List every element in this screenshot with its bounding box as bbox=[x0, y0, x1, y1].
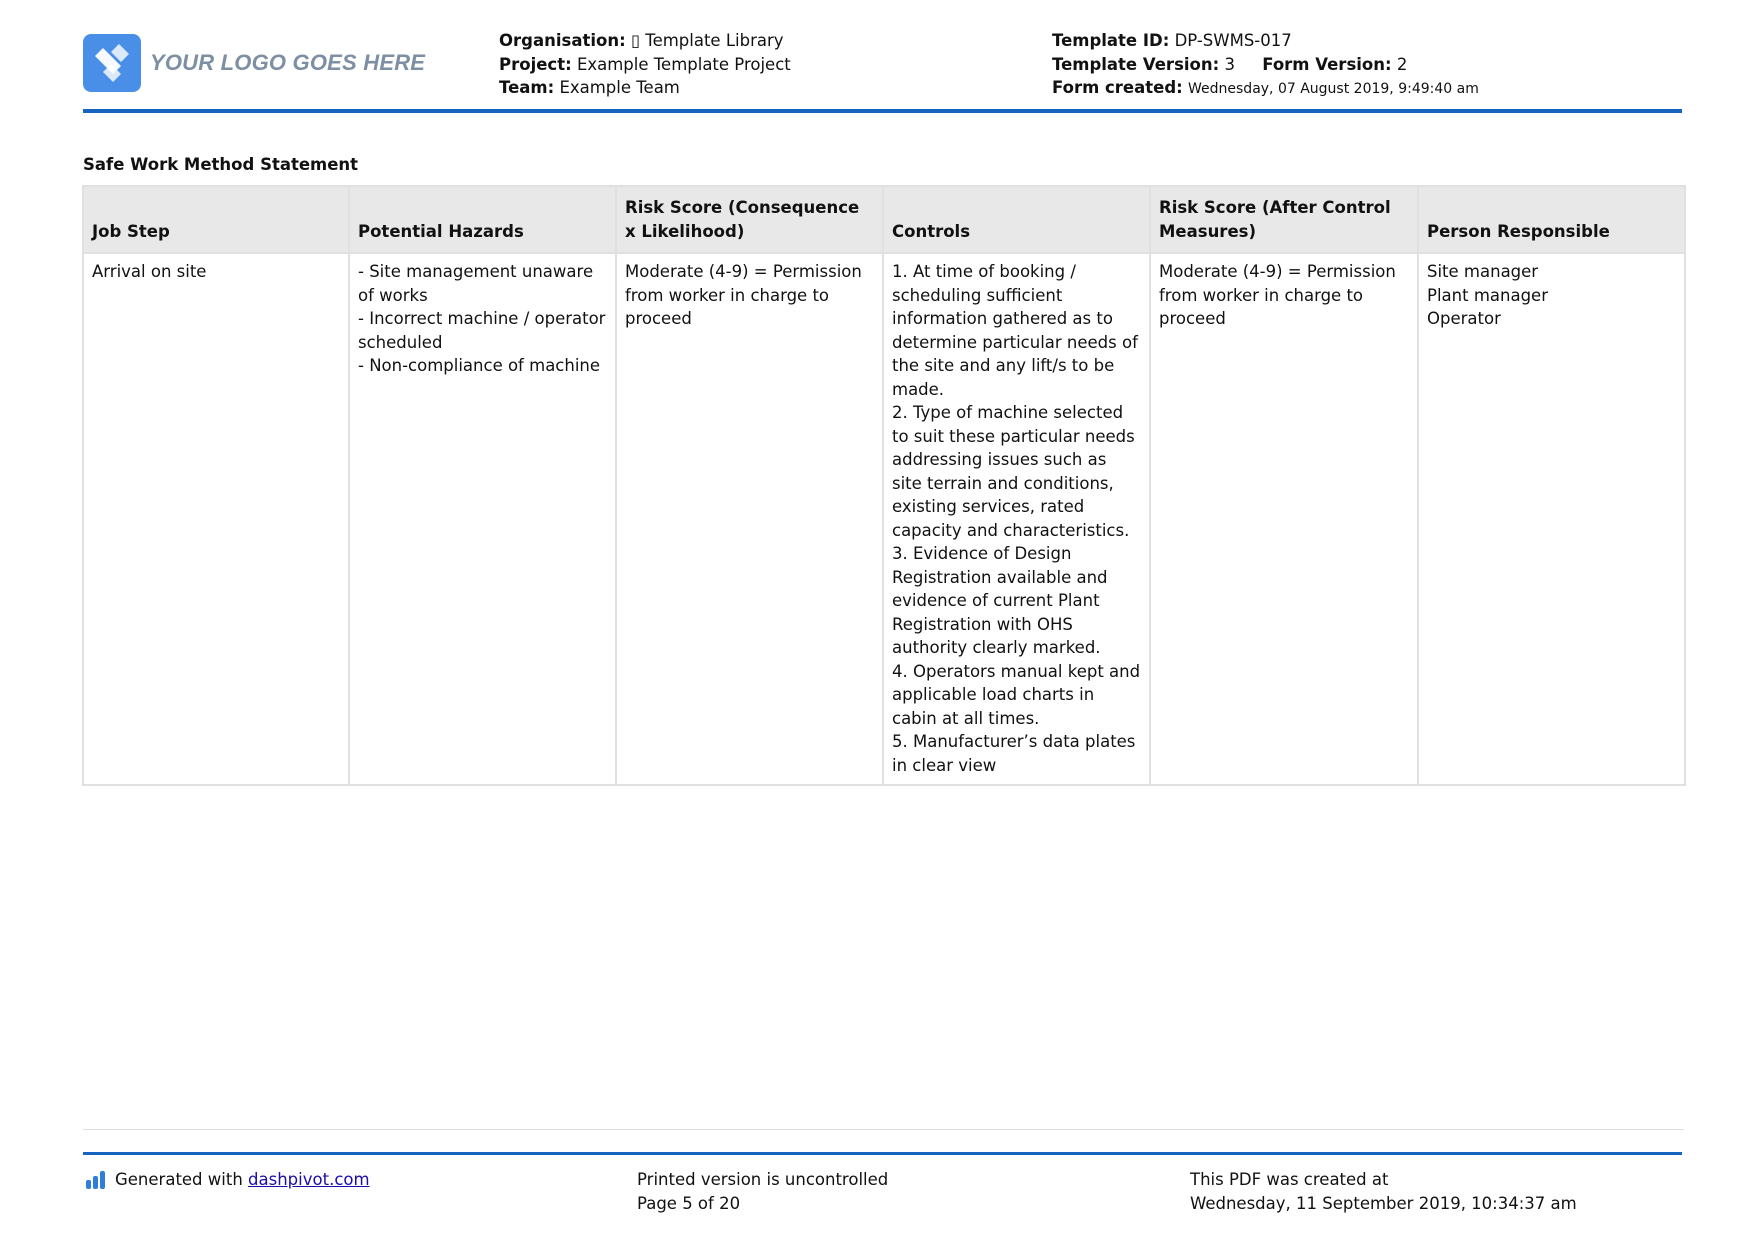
hazard-item: - Incorrect machine / operator scheduled bbox=[358, 309, 606, 352]
uncontrolled-notice: Printed version is uncontrolled bbox=[637, 1170, 889, 1189]
col-header-potential-hazards: Potential Hazards bbox=[349, 186, 616, 253]
header-meta-left bbox=[499, 29, 791, 100]
template-version-value: 3 bbox=[1224, 54, 1235, 74]
control-item: 1. At time of booking / scheduling sufficient information gathered as to determine particular needs of the site and any lift/s to be made. bbox=[892, 262, 1138, 399]
person-item: Operator bbox=[1427, 309, 1501, 328]
pdf-created-label: This PDF was created at bbox=[1190, 1170, 1389, 1189]
form-version-label: Form Version: bbox=[1262, 54, 1392, 74]
project-line bbox=[499, 53, 791, 77]
page-header bbox=[83, 0, 1682, 113]
version-line bbox=[1052, 53, 1479, 77]
control-item: 4. Operators manual kept and applicable load charts in cabin at all times. bbox=[892, 661, 1141, 728]
cell-hazards bbox=[349, 253, 616, 785]
cell-controls bbox=[883, 253, 1150, 785]
control-item: 5. Manufacturer’s data plates in clear view bbox=[892, 732, 1136, 775]
person-item: Plant manager bbox=[1427, 285, 1548, 305]
dashpivot-bars-icon bbox=[86, 1171, 107, 1189]
template-id-line bbox=[1052, 29, 1479, 53]
footer-right bbox=[1190, 1168, 1577, 1215]
footer-divider bbox=[83, 1152, 1682, 1155]
organisation-value: Template Library bbox=[645, 31, 784, 50]
section-title: Safe Work Method Statement bbox=[83, 155, 359, 174]
swms-table bbox=[82, 185, 1686, 786]
form-created-value: Wednesday, 07 August 2019, 9:49:40 am bbox=[1188, 81, 1479, 97]
organisation-line bbox=[499, 29, 791, 53]
form-version-value: 2 bbox=[1396, 54, 1408, 74]
logo-mark-icon bbox=[83, 34, 141, 92]
cell-person-responsible bbox=[1418, 253, 1685, 785]
cell-risk-after: Moderate (4-9) = Permission from worker in charge to proceed bbox=[1150, 253, 1418, 785]
hazard-item: - Non-compliance of machine bbox=[358, 356, 601, 375]
team-line bbox=[499, 76, 791, 100]
footer-generated bbox=[86, 1168, 370, 1192]
template-version-label: Template Version: bbox=[1052, 54, 1220, 74]
project-value: Example Template Project bbox=[576, 54, 791, 74]
table-row bbox=[83, 253, 1685, 785]
team-label: Team: bbox=[499, 78, 555, 97]
template-id-label: Template ID: bbox=[1052, 31, 1170, 50]
col-header-job-step: Job Step bbox=[83, 186, 349, 253]
project-label: Project: bbox=[499, 54, 572, 74]
table-header-row bbox=[83, 186, 1685, 253]
form-created-line bbox=[1052, 76, 1479, 102]
col-header-person-responsible: Person Responsible bbox=[1418, 186, 1685, 253]
hazard-item: - Site management unaware of works bbox=[358, 262, 594, 305]
company-logo bbox=[83, 34, 425, 92]
logo-text: YOUR LOGO GOES HERE bbox=[150, 50, 426, 75]
control-item: 2. Type of machine selected to suit these particular needs addressing issues such as site terrain and conditions, existing services, rated capacity and characteristics. bbox=[892, 403, 1135, 540]
col-header-risk-after: Risk Score (After Control Measures) bbox=[1150, 186, 1418, 253]
header-meta-right bbox=[1052, 29, 1479, 102]
person-item: Site manager bbox=[1427, 262, 1539, 281]
team-value: Example Team bbox=[559, 78, 680, 97]
control-item: 3. Evidence of Design Registration available and evidence of current Plant Registration with OHS authority clearly marked. bbox=[892, 544, 1108, 657]
col-header-risk-score: Risk Score (Consequence x Likelihood) bbox=[616, 186, 883, 253]
footer-thin-divider bbox=[83, 1129, 1684, 1130]
organisation-icon: ▯ bbox=[630, 31, 641, 50]
cell-job-step: Arrival on site bbox=[83, 253, 349, 785]
generated-text: Generated with bbox=[115, 1170, 243, 1189]
col-header-controls: Controls bbox=[883, 186, 1150, 253]
dashpivot-link[interactable]: dashpivot.com bbox=[248, 1170, 370, 1189]
form-created-label: Form created: bbox=[1052, 78, 1183, 97]
pdf-created-date: Wednesday, 11 September 2019, 10:34:37 am bbox=[1190, 1193, 1577, 1213]
page-number: Page 5 of 20 bbox=[637, 1193, 741, 1213]
header-divider bbox=[83, 109, 1682, 113]
organisation-label: Organisation: bbox=[499, 31, 626, 50]
template-id-value: DP-SWMS-017 bbox=[1174, 31, 1292, 50]
cell-risk-score: Moderate (4-9) = Permission from worker in charge to proceed bbox=[616, 253, 883, 785]
footer-middle bbox=[637, 1168, 888, 1215]
